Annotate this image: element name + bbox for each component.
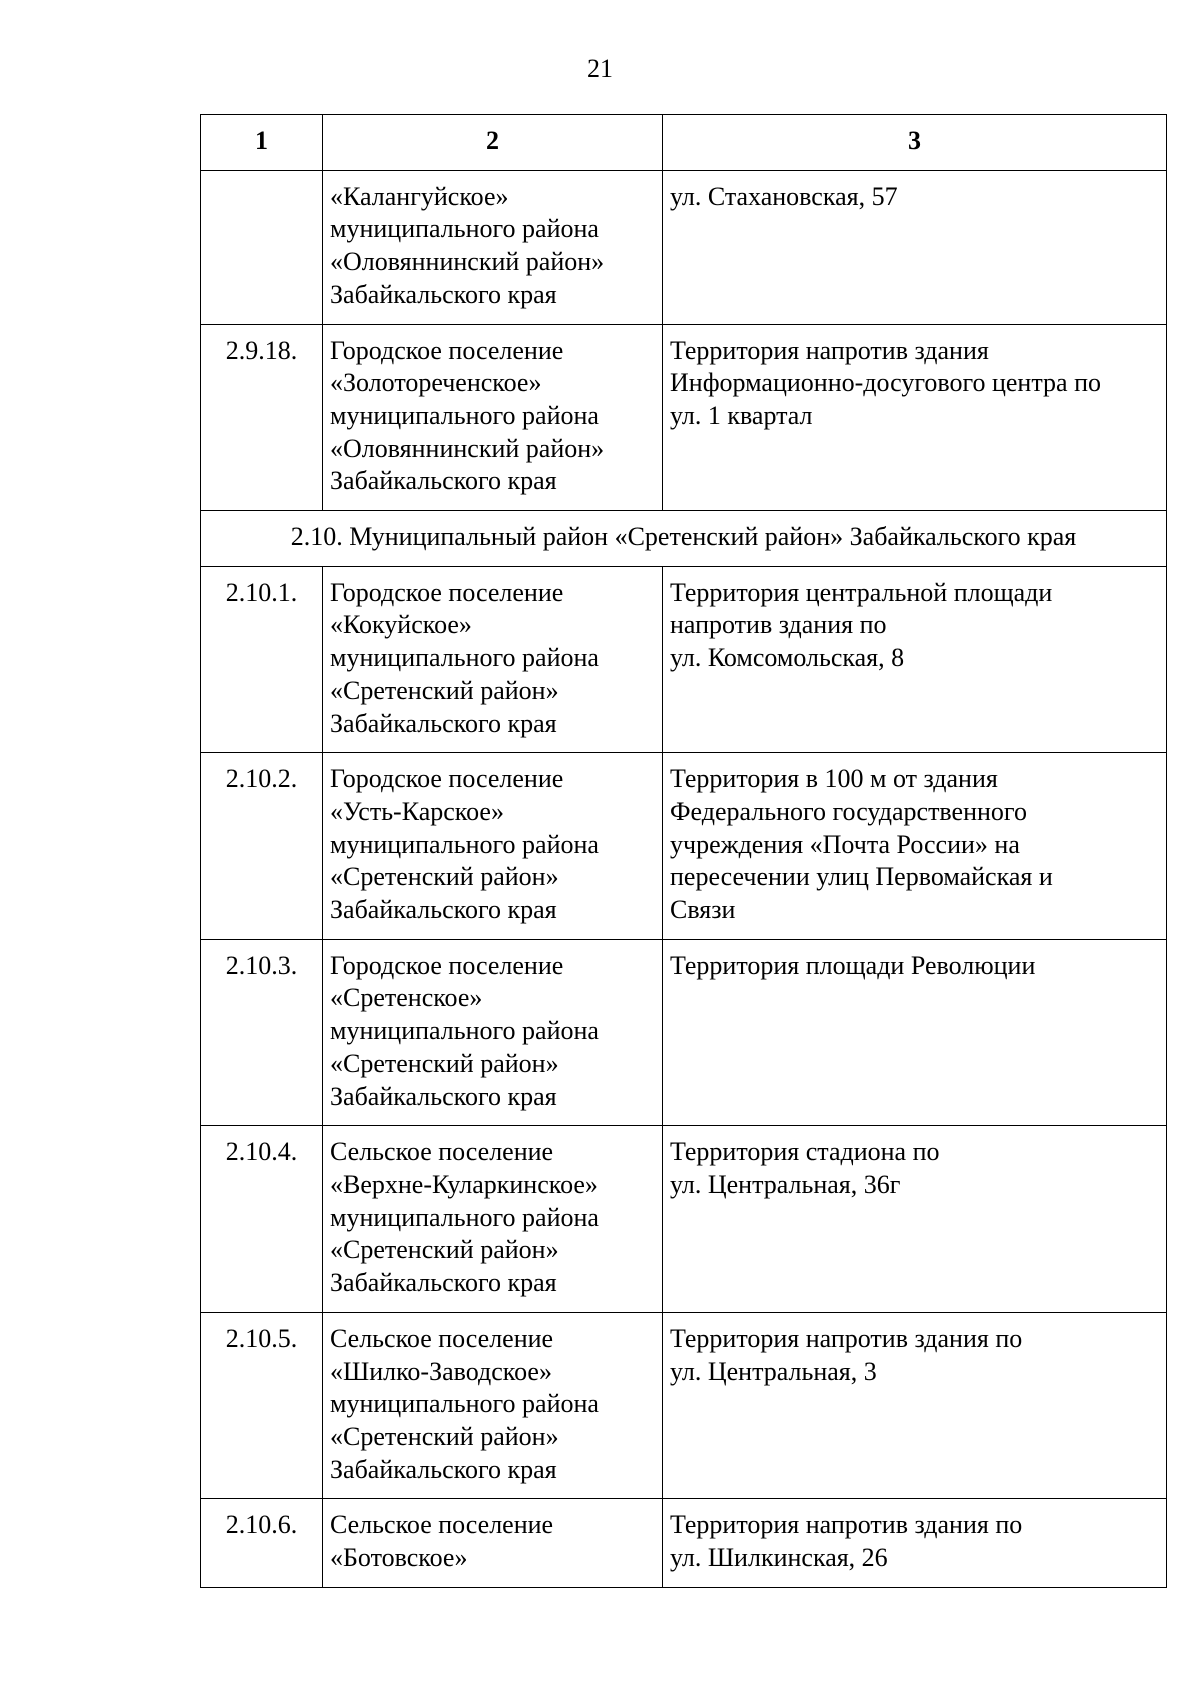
table-row xyxy=(201,1312,1167,1499)
settlement-name-cell xyxy=(323,170,663,324)
settlement-name-cell xyxy=(323,1312,663,1499)
settlement-name-line: «Сретенское» xyxy=(330,983,483,1013)
table-row xyxy=(201,170,1167,324)
settlement-name-cell xyxy=(323,1126,663,1313)
settlement-name-line: Забайкальского края xyxy=(330,1081,557,1111)
table-row xyxy=(201,753,1167,940)
location-line: Информационно-досугового центра по xyxy=(670,368,1101,398)
table-row xyxy=(201,1126,1167,1313)
location-cell xyxy=(663,753,1167,940)
settlement-name-line: «Кокуйское» xyxy=(330,610,472,640)
settlement-name-line: муниципального района xyxy=(330,1202,599,1232)
row-number: 2.10.4. xyxy=(201,1126,323,1313)
settlement-name-line: Забайкальского края xyxy=(330,895,557,925)
location-line: Федерального государственного xyxy=(670,796,1027,826)
settlement-name-line: «Сретенский район» xyxy=(330,1235,559,1265)
settlement-name-line: муниципального района xyxy=(330,400,599,430)
table-body-top xyxy=(201,170,1167,510)
table-body-bottom xyxy=(201,566,1167,1587)
location-line: ул. Комсомольская, 8 xyxy=(670,643,905,673)
settlement-name-line: «Сретенский район» xyxy=(330,675,559,705)
settlement-name-line: «Шилко-Заводское» xyxy=(330,1356,552,1386)
location-line: ул. 1 квартал xyxy=(670,400,813,430)
settlement-name-line: муниципального района xyxy=(330,1016,599,1046)
table-row xyxy=(201,939,1167,1126)
settlement-name-line: «Сретенский район» xyxy=(330,1048,559,1078)
settlement-name-line: «Верхне-Куларкинское» xyxy=(330,1169,598,1199)
settlement-name-line: «Сретенский район» xyxy=(330,862,559,892)
table-header-row xyxy=(201,115,1167,171)
settlement-name-line: Городское поселение xyxy=(330,577,564,607)
location-cell xyxy=(663,1126,1167,1313)
location-line: Территория напротив здания по xyxy=(670,1323,1023,1353)
settlement-name-line: «Усть-Карское» xyxy=(330,796,504,826)
section-row xyxy=(201,511,1167,567)
settlement-name-cell xyxy=(323,566,663,753)
settlement-name-cell xyxy=(323,753,663,940)
row-number: 2.10.2. xyxy=(201,753,323,940)
row-number: 2.10.6. xyxy=(201,1499,323,1587)
location-line: ул. Центральная, 36г xyxy=(670,1169,901,1199)
row-number: 2.10.1. xyxy=(201,566,323,753)
row-number xyxy=(201,170,323,324)
table-row xyxy=(201,1499,1167,1587)
location-line: Территория площади Революции xyxy=(670,950,1036,980)
settlement-name-line: Городское поселение xyxy=(330,764,564,794)
location-line: Территория напротив здания по xyxy=(670,1510,1023,1540)
settlement-name-cell xyxy=(323,939,663,1126)
location-line: ул. Центральная, 3 xyxy=(670,1356,877,1386)
settlement-name-line: Забайкальского края xyxy=(330,1454,557,1484)
location-cell xyxy=(663,170,1167,324)
location-cell xyxy=(663,566,1167,753)
row-number: 2.9.18. xyxy=(201,324,323,511)
table-row xyxy=(201,324,1167,511)
column-header-3: 3 xyxy=(663,115,1167,171)
column-header-1: 1 xyxy=(201,115,323,171)
location-line: учреждения «Почта России» на xyxy=(670,829,1020,859)
location-cell xyxy=(663,1499,1167,1587)
location-line: Территория напротив здания xyxy=(670,335,989,365)
settlement-name-line: муниципального района xyxy=(330,1389,599,1419)
location-cell xyxy=(663,1312,1167,1499)
settlement-name-line: Забайкальского края xyxy=(330,708,557,738)
settlement-name-cell xyxy=(323,1499,663,1587)
page-number: 21 xyxy=(587,54,613,83)
location-line: ул. Стахановская, 57 xyxy=(670,181,898,211)
settlement-name-line: Забайкальского края xyxy=(330,279,557,309)
settlement-name-line: «Сретенский район» xyxy=(330,1421,559,1451)
settlement-name-line: Сельское поселение xyxy=(330,1323,554,1353)
document-table xyxy=(200,114,1167,1588)
location-line: напротив здания по xyxy=(670,610,887,640)
table-section xyxy=(201,511,1167,567)
table-row xyxy=(201,566,1167,753)
settlement-name-line: Сельское поселение xyxy=(330,1510,554,1540)
column-header-2: 2 xyxy=(323,115,663,171)
settlement-name-line: «Ботовское» xyxy=(330,1543,468,1573)
settlement-name-line: «Калангуйское» xyxy=(330,181,509,211)
settlement-name-cell xyxy=(323,324,663,511)
settlement-name-line: Сельское поселение xyxy=(330,1137,554,1167)
settlement-name-line: «Золотореченское» xyxy=(330,368,542,398)
location-line: Территория стадиона по xyxy=(670,1137,940,1167)
settlement-name-line: Забайкальского края xyxy=(330,1268,557,1298)
row-number: 2.10.3. xyxy=(201,939,323,1126)
settlement-name-line: Городское поселение xyxy=(330,335,564,365)
section-heading: 2.10. Муниципальный район «Сретенский район» Забайкальского края xyxy=(201,511,1167,567)
settlement-name-line: муниципального района xyxy=(330,214,599,244)
settlement-name-line: Городское поселение xyxy=(330,950,564,980)
location-cell xyxy=(663,324,1167,511)
row-number: 2.10.5. xyxy=(201,1312,323,1499)
settlement-name-line: муниципального района xyxy=(330,643,599,673)
location-line: Территория в 100 м от здания xyxy=(670,764,998,794)
location-line: Территория центральной площади xyxy=(670,577,1053,607)
location-line: ул. Шилкинская, 26 xyxy=(670,1543,888,1573)
settlement-name-line: муниципального района xyxy=(330,829,599,859)
settlement-name-line: «Оловяннинский район» xyxy=(330,247,605,277)
location-line: Связи xyxy=(670,895,736,925)
settlement-name-line: «Оловяннинский район» xyxy=(330,433,605,463)
location-line: пересечении улиц Первомайская и xyxy=(670,862,1053,892)
settlement-name-line: Забайкальского края xyxy=(330,466,557,496)
location-cell xyxy=(663,939,1167,1126)
